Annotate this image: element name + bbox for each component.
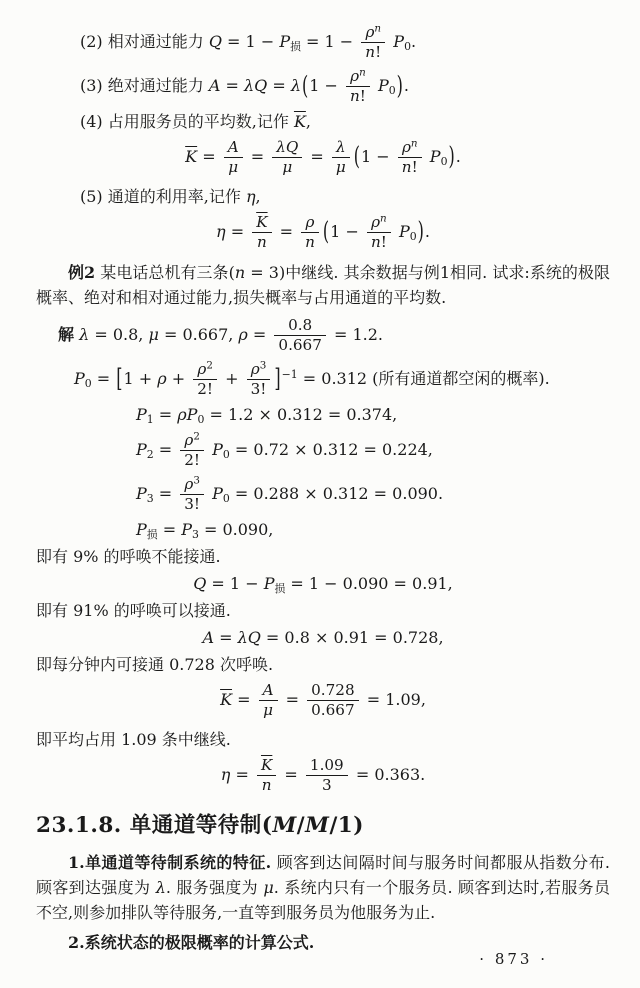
text-run: =	[153, 404, 178, 424]
math-variable: n	[261, 775, 272, 794]
fraction-numerator	[361, 24, 385, 43]
text-run: = 0.363.	[350, 764, 426, 784]
fraction-denominator	[259, 701, 278, 719]
bold-text: 解	[58, 324, 75, 344]
fraction-denominator	[193, 380, 217, 398]
subscript: 0	[388, 84, 396, 98]
math-variable: P	[398, 222, 410, 242]
text-run: +	[166, 368, 191, 388]
math-variable: P	[136, 519, 147, 539]
subscript: 损	[146, 527, 158, 541]
math-variable: μ	[263, 878, 274, 898]
text-run: = 3)中继线. 其余数据与例1相同. 试求:系统的极限概率、绝对和相对通过能力,损失概率与占用通道的平均数.	[36, 263, 610, 308]
text-run: =	[267, 76, 291, 96]
text-run: =	[230, 764, 254, 784]
text-run: 1 −	[361, 147, 395, 167]
superscript: 2	[206, 359, 213, 372]
math-variable: n	[370, 233, 381, 252]
fraction-numerator	[247, 361, 271, 380]
text-run: .	[455, 147, 461, 167]
fraction-denominator	[272, 158, 302, 176]
text-run: 1 −	[309, 76, 343, 96]
overline-variable: $\overline{K}$	[185, 147, 198, 167]
math-variable: Q	[193, 573, 207, 593]
fraction	[307, 682, 358, 719]
math-variable: μ	[228, 158, 239, 177]
text-run: 0.667	[311, 700, 355, 719]
paren: )	[417, 216, 424, 247]
fraction-denominator	[332, 158, 350, 176]
math-variable: M	[272, 812, 297, 838]
fraction	[247, 361, 271, 398]
text-run: = 1.09,	[361, 689, 426, 709]
math-variable: n	[401, 158, 412, 177]
math-variable: n	[234, 263, 246, 283]
text-run: +	[220, 368, 244, 388]
subscript: 3	[146, 491, 154, 505]
note-91-percent	[36, 599, 610, 623]
formula-a-value	[36, 626, 610, 650]
fraction	[193, 361, 217, 398]
math-variable: μ	[263, 700, 274, 719]
subscript: 0	[440, 155, 448, 169]
text-run: 1.09	[309, 755, 344, 774]
fraction-denominator	[398, 158, 422, 176]
paren: ]	[274, 363, 281, 393]
math-variable: A	[227, 138, 239, 157]
paren: [	[116, 363, 123, 393]
text-run: =	[232, 689, 256, 709]
fraction-denominator	[301, 233, 319, 251]
math-variable: P	[212, 483, 223, 503]
text-run: . 系统内只有一个服务员. 顾客到达时,若服务员不空,则参加排队等待服务,一直等到服务员为他服务为止.	[36, 878, 610, 923]
bold-text: 2.系统状态的极限概率的计算公式.	[68, 932, 315, 952]
text-run: = 1 −	[300, 32, 359, 52]
text-run: 0.667	[278, 335, 322, 354]
overline-variable: $\overline{K}$	[260, 755, 273, 774]
fraction-numerator	[272, 139, 302, 158]
math-variable: P	[263, 573, 275, 593]
text-run: =	[305, 147, 329, 167]
text-run: /1)	[329, 812, 364, 838]
math-variable: μ	[282, 158, 293, 177]
bold-text: 1.单通道等待制系统的特征.	[68, 852, 272, 872]
text-run: 即每分钟内可接通 0.728 次呼唤.	[36, 654, 274, 674]
text-run: =	[197, 147, 221, 167]
subscript: 3	[191, 527, 199, 541]
formula-eta-value	[36, 755, 610, 796]
text-run: (5) 通道的利用率,记作	[80, 187, 246, 207]
fraction-denominator	[307, 701, 358, 719]
math-variable: ρ	[157, 368, 167, 388]
math-variable: ρ	[184, 430, 194, 449]
formula-p3	[136, 474, 610, 515]
math-variable: ρ	[401, 138, 411, 157]
superscript: 3	[259, 359, 267, 372]
formula-k-bar-value	[36, 680, 610, 721]
fraction	[180, 476, 204, 513]
text-run: 0.8	[288, 315, 313, 334]
text-run: = 1 − 0.090 = 0.91,	[285, 573, 453, 593]
text-run: = 1 −	[206, 573, 264, 593]
text-run: 某电话总机有三条(	[95, 263, 235, 283]
text-run: = 1.2 × 0.312 = 0.374,	[204, 404, 398, 424]
math-variable: P	[429, 147, 441, 167]
math-variable: P	[181, 519, 192, 539]
text-run: . 服务强度为	[165, 878, 264, 898]
paren: (	[322, 216, 330, 247]
math-variable: P	[136, 439, 147, 459]
example-2-paragraph	[36, 260, 610, 311]
fraction-numerator	[346, 68, 370, 87]
text-run: !	[411, 158, 418, 177]
text-run: 0.728	[311, 680, 355, 699]
subscript: 0	[404, 40, 411, 54]
subscript: 损	[274, 581, 286, 595]
paren: )	[396, 70, 403, 100]
text-run: 顾客到达间隔时间与服务时间都服从指数分布. 顾客到达强度为	[36, 852, 610, 898]
text-run: 2!	[184, 450, 201, 469]
math-variable: λQ	[243, 76, 268, 96]
math-variable: M	[305, 812, 330, 838]
math-variable: P	[212, 439, 223, 459]
math-variable: n	[349, 87, 360, 106]
text-run: =	[220, 76, 244, 96]
text-run: = 0.090,	[198, 519, 274, 539]
fraction	[367, 214, 391, 251]
fraction	[180, 432, 204, 469]
fraction-denominator	[252, 233, 271, 251]
math-variable: λQ	[276, 138, 299, 157]
document-content	[36, 22, 610, 955]
formula-eta-definition	[36, 212, 610, 253]
math-variable: ρ	[371, 213, 381, 232]
text-run: !	[375, 43, 382, 62]
page-number: · 873 ·	[479, 949, 548, 968]
math-variable: P	[136, 483, 147, 503]
subscript: 0	[222, 447, 230, 461]
math-variable: η	[245, 187, 256, 207]
text-run: = 0.72 × 0.312 = 0.224,	[229, 439, 433, 459]
superscript: n	[410, 137, 418, 150]
fraction-denominator	[346, 87, 370, 105]
math-variable: η	[216, 222, 226, 242]
text-run: (4) 占用服务员的平均数,记作	[80, 112, 294, 132]
fraction-denominator	[180, 451, 204, 469]
item-3-absolute-capacity	[80, 66, 610, 107]
math-variable: ρ	[184, 474, 194, 493]
superscript: 3	[193, 474, 200, 487]
text-run: =	[280, 689, 305, 709]
math-variable: Q	[208, 32, 222, 52]
superscript: n	[380, 212, 387, 225]
fraction-denominator	[306, 776, 348, 794]
math-variable: n	[256, 233, 267, 252]
fraction	[332, 139, 350, 176]
text-run: =	[157, 519, 182, 539]
subscript: 0	[409, 230, 417, 244]
item-2-relative-capacity	[80, 22, 610, 63]
math-variable: ρ	[238, 324, 248, 344]
math-variable: λ	[79, 324, 90, 344]
formula-k-bar-definition	[36, 137, 610, 178]
formula-p-loss	[136, 518, 610, 542]
math-variable: n	[305, 233, 315, 252]
text-run: /	[296, 812, 306, 838]
text-run: ,	[305, 112, 311, 132]
fraction-numerator	[257, 757, 276, 776]
text-run: =	[245, 147, 270, 167]
text-run: .	[410, 32, 417, 52]
math-variable: P	[377, 76, 389, 96]
text-run: 3!	[184, 494, 201, 513]
text-run: 即有 91% 的呼唤可以接通.	[36, 600, 231, 620]
fraction	[272, 139, 302, 176]
math-variable: λQ	[237, 627, 261, 647]
text-run: = 1.2.	[328, 324, 383, 344]
math-variable: P	[393, 32, 405, 52]
formula-p1	[136, 403, 610, 427]
math-variable: λ	[336, 138, 346, 157]
text-run: 23.1.8. 单通道等待制(	[36, 812, 273, 838]
fraction-numerator	[252, 214, 271, 233]
fraction	[259, 682, 278, 719]
text-run: 1 +	[123, 368, 158, 388]
mm1-characteristics-paragraph	[36, 850, 610, 926]
fraction-numerator	[301, 214, 319, 233]
text-run: = 0.667,	[158, 324, 239, 344]
note-calls-per-minute	[36, 653, 610, 677]
subscript: 2	[146, 447, 154, 461]
math-variable: ρ	[365, 23, 375, 41]
fraction-denominator	[257, 776, 276, 794]
text-run: 即平均占用 1.09 条中继线.	[36, 729, 231, 749]
fraction-numerator	[224, 139, 243, 158]
text-run: =	[225, 222, 250, 242]
text-run: =	[91, 368, 116, 388]
item-5-channel-utilization	[80, 185, 610, 209]
text-run: ,	[255, 187, 261, 207]
formula-p0	[74, 359, 610, 400]
text-run: 3	[321, 775, 332, 794]
superscript: n	[359, 66, 366, 79]
fraction	[252, 214, 271, 251]
math-variable: λ	[290, 76, 301, 96]
superscript: −1	[281, 367, 298, 381]
paren: (	[353, 141, 361, 172]
math-variable: A	[202, 627, 214, 647]
text-run: =	[214, 627, 238, 647]
fraction-numerator	[332, 139, 350, 158]
bold-text: 例2	[68, 263, 96, 283]
note-9-percent	[36, 545, 610, 569]
math-variable: P	[279, 32, 291, 52]
math-variable: P	[74, 368, 85, 388]
fraction	[224, 139, 243, 176]
overline-variable: $\overline{K}$	[293, 112, 306, 132]
fraction-denominator	[247, 380, 271, 398]
formula-p2	[136, 430, 610, 471]
overline-variable: $\overline{K}$	[220, 689, 233, 709]
math-variable: ρP	[177, 404, 198, 424]
text-run: 2!	[197, 379, 214, 398]
fraction-numerator	[180, 476, 204, 495]
paren: (	[301, 70, 309, 100]
solution-line	[58, 315, 610, 356]
text-run: = 0.312 (所有通道都空闲的概率).	[297, 368, 550, 388]
math-variable: A	[262, 680, 274, 699]
text-run: !	[380, 233, 387, 252]
fraction	[398, 139, 422, 176]
math-variable: P	[136, 404, 147, 424]
text-run: 即有 9% 的呼唤不能接通.	[36, 546, 221, 566]
math-variable: μ	[148, 324, 159, 344]
superscript: n	[374, 22, 382, 35]
math-variable: η	[220, 764, 231, 784]
fraction	[274, 317, 325, 354]
math-variable: ρ	[350, 67, 360, 86]
text-run: .	[403, 76, 410, 96]
paren: )	[448, 141, 455, 172]
math-variable: λ	[155, 878, 166, 898]
text-run: = 0.8 × 0.91 = 0.728,	[260, 627, 444, 647]
text-run: =	[279, 764, 303, 784]
subscript: 0	[84, 376, 92, 390]
text-run: (3) 绝对通过能力	[80, 76, 209, 96]
fraction-numerator	[307, 682, 358, 701]
fraction-numerator	[180, 432, 204, 451]
text-run: =	[153, 439, 178, 459]
section-heading	[36, 812, 610, 840]
math-variable: ρ	[197, 359, 207, 378]
math-variable: ρ	[305, 213, 315, 232]
text-run: = 1 −	[221, 32, 280, 52]
text-run: =	[274, 222, 299, 242]
fraction-numerator	[259, 682, 278, 701]
fraction-numerator	[398, 139, 422, 158]
subscript: 1	[146, 412, 154, 426]
math-variable: A	[208, 76, 221, 96]
fraction	[306, 757, 348, 794]
math-variable: ρ	[250, 359, 260, 378]
fraction-denominator	[180, 495, 204, 513]
note-average-lines	[36, 728, 610, 752]
fraction	[346, 68, 370, 105]
text-run: 3!	[250, 379, 267, 398]
text-run: =	[153, 483, 178, 503]
text-run: = 0.8,	[89, 324, 149, 344]
fraction	[301, 214, 319, 251]
fraction-denominator	[361, 43, 385, 61]
fraction-numerator	[306, 757, 348, 776]
text-run: (2) 相对通过能力	[80, 32, 209, 52]
text-run: !	[359, 87, 366, 106]
overline-variable: $\overline{K}$	[256, 213, 268, 232]
math-variable: μ	[335, 158, 346, 177]
subscript: 损	[290, 40, 301, 54]
fraction-numerator	[274, 317, 325, 336]
text-run: .	[424, 222, 430, 242]
text-run: =	[247, 324, 272, 344]
text-run: 1 −	[330, 222, 364, 242]
subscript: 0	[197, 412, 205, 426]
math-variable: n	[365, 43, 376, 62]
item-4-mean-busy-servers	[80, 110, 610, 134]
fraction-denominator	[367, 233, 391, 251]
fraction-numerator	[367, 214, 391, 233]
fraction-denominator	[224, 158, 243, 176]
text-run: = 0.288 × 0.312 = 0.090.	[229, 483, 444, 503]
subscript: 0	[222, 491, 230, 505]
superscript: 2	[193, 430, 200, 443]
fraction-denominator	[274, 336, 325, 354]
fraction	[257, 757, 276, 794]
fraction	[361, 24, 385, 61]
fraction-numerator	[193, 361, 217, 380]
formula-q-value	[36, 572, 610, 596]
